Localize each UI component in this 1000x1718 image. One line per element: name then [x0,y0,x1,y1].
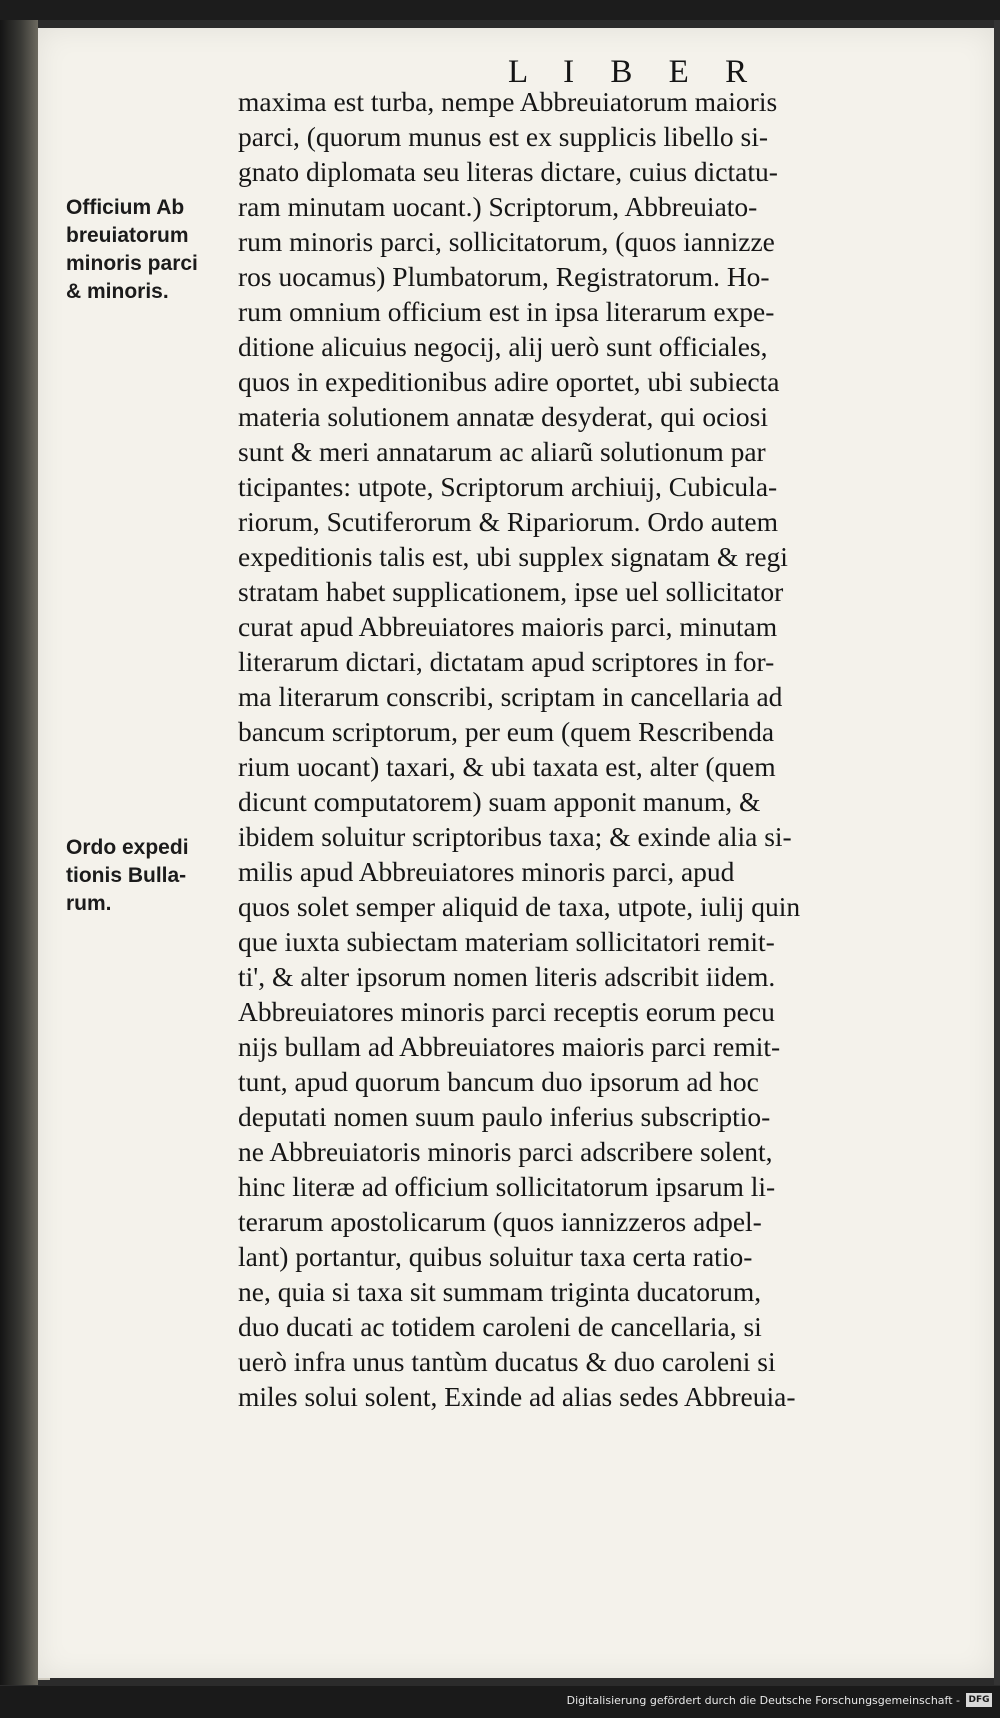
text-line: milis apud Abbreuiatores minoris parci, apud [238,856,735,887]
scan-top-border [0,0,1000,20]
marginal-note-line: breuiatorum [66,224,189,247]
text-line: quos in expeditionibus adire oportet, ubi subiecta [238,366,780,397]
funding-credit: Digitalisierung gefördert durch die Deutsche Forschungsgemeinschaft - [566,1694,960,1707]
text-line: lant) portantur, quibus soluitur taxa certa ratio- [238,1241,753,1272]
text-line: rum omnium officium est in ipsa literarum expe- [238,296,775,327]
text-line: duo ducati ac totidem caroleni de cancellaria, si [238,1311,762,1342]
text-line: rium uocant) taxari, & ubi taxata est, alter (quem [238,751,776,782]
digitization-footer [0,1686,1000,1718]
text-line: ti', & alter ipsorum nomen literis adscribit iidem. [238,961,776,992]
book-page [38,28,994,1678]
text-line: ma literarum conscribi, scriptam in cancellaria ad [238,681,783,712]
text-line: materia solutionem annatæ desyderat, qui ociosi [238,401,769,432]
text-line: ne, quia si taxa sit summam triginta ducatorum, [238,1276,762,1307]
marginal-note-line: Ordo expedi [66,836,189,859]
text-line: curat apud Abbreuiatores maioris parci, minutam [238,611,778,642]
text-line: uerò infra unus tantùm ducatus & duo caroleni si [238,1346,776,1377]
text-line: Abbreuiatores minoris parci receptis eorum pecu [238,996,775,1027]
text-line: tunt, apud quorum bancum duo ipsorum ad hoc [238,1066,759,1097]
text-line: bancum scriptorum, per eum (quem Rescribenda [238,716,775,747]
text-line: miles solui solent, Exinde ad alias sedes Abbreuia- [238,1381,796,1412]
book-right-edge [994,20,1000,1685]
text-line: que iuxta subiectam materiam sollicitatori remit- [238,926,775,957]
text-line: ibidem soluitur scriptoribus taxa; & exinde alia si- [238,821,792,852]
marginal-note-line: rum. [66,892,112,915]
text-line: terarum apostolicarum (quos iannizzeros adpel- [238,1206,762,1237]
text-line: riorum, Scutiferorum & Ripariorum. Ordo autem [238,506,778,537]
text-line: ram minutam uocant.) Scriptorum, Abbreuiato- [238,191,758,222]
running-heading: L I B E R [508,54,762,90]
dfg-logo-icon: DFG [966,1693,992,1707]
text-line: ne Abbreuiatoris minoris parci adscribere solent, [238,1136,773,1167]
text-line: dicunt computatorem) suam apponit manum, & [238,786,761,817]
text-line: ditione alicuius negocij, alij uerò sunt officiales, [238,331,768,362]
text-line: sunt & meri annatarum ac aliarũ solutionum par [238,436,766,467]
text-line: stratam habet supplicationem, ipse uel sollicitator [238,576,784,607]
book-spine-edge [0,20,38,1685]
text-line: maxima est turba, nempe Abbreuiatorum maioris [238,86,778,117]
marginal-note-officium [66,194,226,306]
text-line: quos solet semper aliquid de taxa, utpote, iulij quin [238,891,801,922]
marginal-note-line: & minoris. [66,280,169,303]
text-line: gnato diplomata seu literas dictare, cuius dictatu- [238,156,778,187]
text-line: rum minoris parci, sollicitatorum, (quos iannizze [238,226,775,257]
main-text-block [238,84,990,1414]
text-line: literarum dictari, dictatam apud scriptores in for- [238,646,775,677]
text-line: parci, (quorum munus est ex supplicis libello si- [238,121,769,152]
marginal-note-line: Officium Ab [66,196,185,219]
text-line: deputati nomen suum paulo inferius subscriptio- [238,1101,771,1132]
text-line: ros uocamus) Plumbatorum, Registratorum. Ho- [238,261,770,292]
text-line: nijs bullam ad Abbreuiatores maioris parci remit- [238,1031,781,1062]
marginal-note-ordo [66,834,226,918]
text-line: expeditionis talis est, ubi supplex signatam & regi [238,541,788,572]
marginal-note-line: minoris parci [66,252,198,275]
text-line: ticipantes: utpote, Scriptorum archiuij, Cubicula- [238,471,778,502]
marginal-note-line: tionis Bulla- [66,864,187,887]
text-line: hinc literæ ad officium sollicitatorum ipsarum li- [238,1171,776,1202]
